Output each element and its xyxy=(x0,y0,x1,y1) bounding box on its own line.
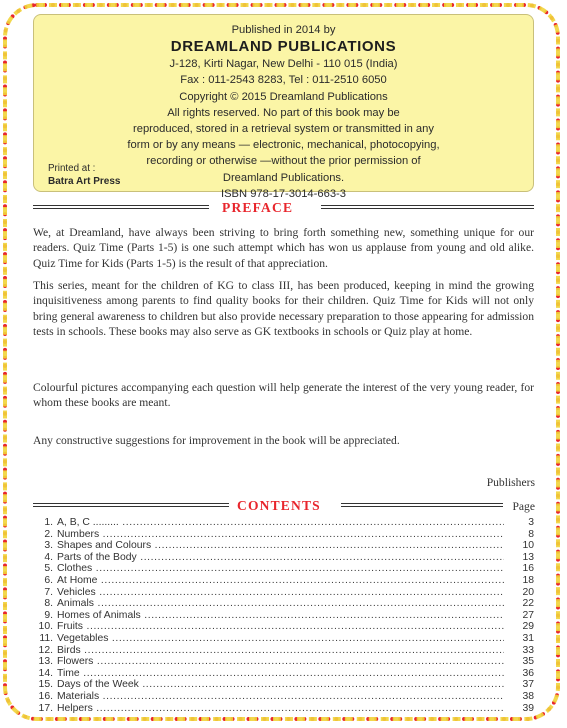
contents-item-title: Numbers ..... xyxy=(57,529,504,541)
contents-item-page: 35 xyxy=(506,656,534,668)
contents-item-number: 5. xyxy=(44,563,53,575)
contents-item xyxy=(33,563,534,575)
contents-item-page: 31 xyxy=(506,633,534,645)
contents-item xyxy=(33,668,534,680)
contents-item-page: 29 xyxy=(506,621,534,633)
contents-item-page: 39 xyxy=(506,703,534,715)
rights-line-1: All rights reserved. No part of this book may be xyxy=(167,106,400,119)
preface-heading-row xyxy=(33,199,534,217)
contents-item xyxy=(33,610,534,622)
contents-item-title: Birds ..... xyxy=(57,645,504,657)
contents-item-number: 9. xyxy=(44,609,53,621)
contents-item-title: Days of the Week ..... xyxy=(57,679,504,691)
contents-item xyxy=(33,691,534,703)
preface-paragraph-4: Any constructive suggestions for improvement in the book will be appreciated. xyxy=(33,434,400,447)
contents-item xyxy=(33,517,534,529)
rights-line-2: reproduced, stored in a retrieval system or transmitted in any xyxy=(133,123,434,136)
contents-item-page: 10 xyxy=(506,540,534,552)
contents-item xyxy=(33,679,534,691)
contents-item xyxy=(33,645,534,657)
printer-name: Batra Art Press xyxy=(48,176,121,187)
contents-item xyxy=(33,633,534,645)
contents-item-number: 17. xyxy=(38,702,53,714)
contents-item-number: 14. xyxy=(38,667,53,679)
contents-item-number: 2. xyxy=(44,528,53,540)
contents-item-page: 20 xyxy=(506,587,534,599)
contents-item-number: 11. xyxy=(39,632,53,644)
rights-line-5: Dreamland Publications. xyxy=(222,171,345,184)
contents-rule-right xyxy=(341,503,503,507)
contents-list xyxy=(33,517,534,714)
contents-item-title: At Home ..... xyxy=(57,575,504,587)
contents-item-title: Clothes ..... xyxy=(57,563,504,575)
contents-item-number: 10. xyxy=(38,621,53,633)
contents-item-page: 8 xyxy=(506,529,534,541)
contents-item-page: 38 xyxy=(506,691,534,703)
contents-item-page: 13 xyxy=(506,552,534,564)
contents-item-title: Vehicles ..... xyxy=(57,587,504,599)
contents-item-title: Vegetables ..... xyxy=(57,633,504,645)
printed-at xyxy=(48,162,120,188)
contents-item-page: 36 xyxy=(506,668,534,680)
contents-item xyxy=(33,575,534,587)
contents-item-number: 6. xyxy=(44,574,53,586)
contents-page-label: Page xyxy=(512,500,535,513)
contents-item-title: Flowers ..... xyxy=(57,656,504,668)
contents-item xyxy=(33,598,534,610)
rights-line-3: form or by any means — electronic, mechanical, photocopying, xyxy=(127,139,440,152)
contents-item-number: 3. xyxy=(44,540,53,552)
contents-item-title: Fruits ..... xyxy=(57,621,504,633)
contents-heading: CONTENTS xyxy=(237,498,321,513)
contents-item-page: 22 xyxy=(506,598,534,610)
contents-item-page: 16 xyxy=(506,563,534,575)
contents-item-number: 16. xyxy=(38,690,53,702)
contents-item-title: Helpers ..... xyxy=(57,703,504,715)
contents-item xyxy=(33,587,534,599)
contents-item-number: 8. xyxy=(44,598,53,610)
printed-at-label: Printed at : xyxy=(48,163,96,174)
contents-item-title: Homes of Animals ..... xyxy=(57,610,504,622)
isbn-line: ISBN 978-17-3014-663-3 xyxy=(220,187,346,200)
contents-item-title: Parts of the Body ..... xyxy=(57,552,504,564)
contents-item xyxy=(33,703,534,715)
contents-item-page: 27 xyxy=(506,610,534,622)
preface-rule-right xyxy=(321,205,534,209)
contents-item-title: A, B, C ......... ..... xyxy=(57,517,504,529)
copyright-line: Copyright © 2015 Dreamland Publications xyxy=(179,90,388,103)
contents-item-title: Animals ..... xyxy=(57,598,504,610)
preface-paragraph-1: We, at Dreamland, have always been striving to bring forth something new, something unique for our readers. Quiz Time (Parts 1-5) is one such attempt which has won us applause from young and old alike. Quiz Time for Kids (Parts 1-5) is the result of that appreciation. xyxy=(33,226,534,270)
contents-item-number: 13. xyxy=(38,656,53,668)
preface-rule-left xyxy=(33,205,209,209)
contents-rule-left xyxy=(33,503,229,507)
contents-item xyxy=(33,529,534,541)
contents-item-title: Materials ..... xyxy=(57,691,504,703)
contents-item-number: 4. xyxy=(44,551,53,563)
contents-item-number: 1. xyxy=(44,517,53,528)
contents-item-number: 12. xyxy=(38,644,53,656)
contents-heading-row xyxy=(33,497,503,515)
contents-item xyxy=(33,621,534,633)
preface-paragraph-3: Colourful pictures accompanying each question will help generate the interest of the very young reader, for whom these books are meant. xyxy=(33,381,534,410)
contents-item-page: 3 xyxy=(506,517,534,529)
preface-heading: PREFACE xyxy=(222,200,294,215)
preface-paragraph-2: This series, meant for the children of KG to class III, has been produced, keeping in mind the growing inquisitiveness among parents to find quality books for their children. Quiz Time for Kids will not only bring general awareness to children but also provide necessary preparation to those appearing for admission tests in schools. These books may also serve as GK textbooks in schools or Quiz play at home. xyxy=(33,279,534,338)
contents-item-number: 7. xyxy=(44,586,53,598)
publication-info-box xyxy=(33,14,534,200)
publisher-name: DREAMLAND PUBLICATIONS xyxy=(170,38,397,56)
contents-item-title: Shapes and Colours ..... xyxy=(57,540,504,552)
publisher-contact: Fax : 011-2543 8283, Tel : 011-2510 6050 xyxy=(180,74,387,87)
contents-item xyxy=(33,552,534,564)
published-line: Published in 2014 by xyxy=(231,24,336,36)
rights-line-4: recording or otherwise —without the prior permission of xyxy=(146,155,421,168)
contents-item xyxy=(33,656,534,668)
contents-item-page: 33 xyxy=(506,645,534,657)
preface-signoff: Publishers xyxy=(486,476,535,489)
contents-item-page: 18 xyxy=(506,575,534,587)
contents-item-number: 15. xyxy=(38,679,53,691)
contents-item xyxy=(33,540,534,552)
contents-item-page: 37 xyxy=(506,679,534,691)
contents-item-title: Time ..... xyxy=(57,668,504,680)
publisher-address: J-128, Kirti Nagar, New Delhi - 110 015 (India) xyxy=(169,58,398,71)
